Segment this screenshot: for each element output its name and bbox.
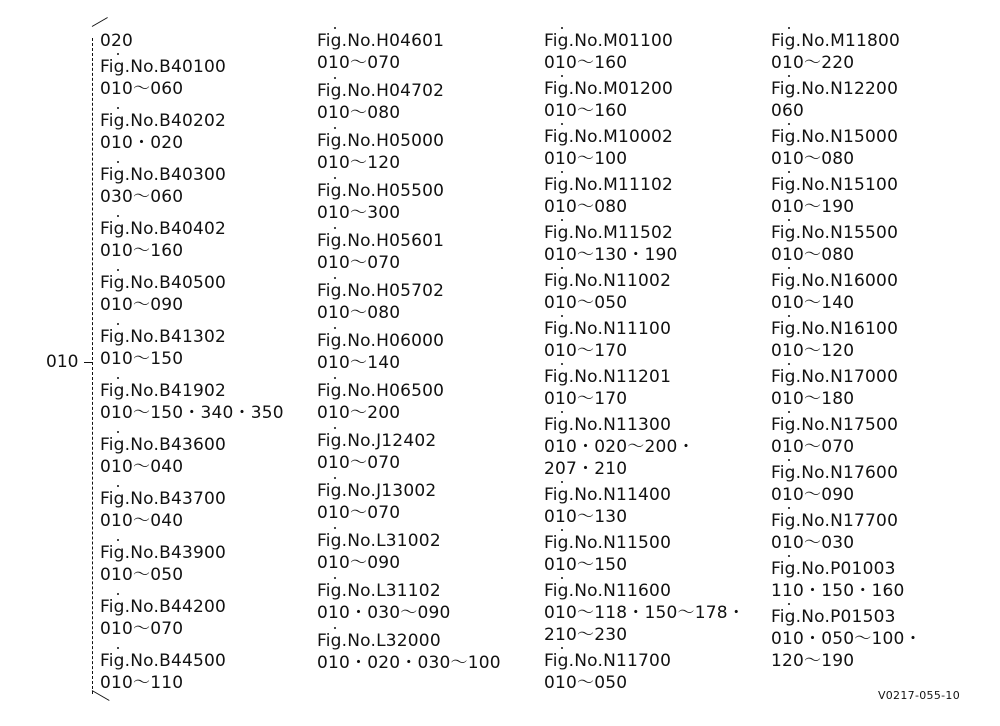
figure-entry (544, 532, 745, 576)
item-range: 010～050 (100, 565, 184, 585)
figure-entry (544, 484, 745, 528)
leader-dot (117, 215, 119, 217)
item-range: 010～130 (544, 507, 628, 527)
figure-entry (100, 596, 284, 640)
figure-number: Fig.No.B40500 (100, 273, 227, 293)
leader-dot (561, 647, 563, 649)
figure-number: Fig.No.B44500 (100, 651, 227, 671)
leader-dot (334, 377, 336, 379)
item-range: 010～160 (544, 101, 628, 121)
figure-entry (771, 30, 922, 74)
leader-dot (788, 363, 790, 365)
leader-dot (561, 529, 563, 531)
leader-dot (334, 27, 336, 29)
figure-entry (771, 606, 922, 672)
figure-entry (317, 230, 501, 274)
figure-entry (317, 330, 501, 374)
figure-entry (100, 218, 284, 262)
item-range: 010～080 (771, 245, 855, 265)
item-range: 210～230 (544, 625, 628, 645)
figure-number: Fig.No.N11201 (544, 367, 672, 387)
leader-dot (334, 177, 336, 179)
figure-number: Fig.No.N16000 (771, 271, 899, 291)
column-1 (100, 30, 284, 704)
leader-dot (334, 127, 336, 129)
figure-number: Fig.No.N11700 (544, 651, 672, 671)
figure-number: Fig.No.M10002 (544, 127, 674, 147)
figure-entry (544, 580, 745, 646)
item-range: 010～070 (317, 253, 401, 273)
figure-number: Fig.No.H05000 (317, 131, 445, 151)
leader-dot (788, 27, 790, 29)
leader-dot (334, 427, 336, 429)
drawing-code: V0217-055-10 (877, 689, 960, 702)
leader-dot (334, 327, 336, 329)
figure-number: Fig.No.N11400 (544, 485, 672, 505)
leader-dot (561, 75, 563, 77)
item-range: 010・020・030～100 (317, 653, 501, 673)
item-range: 010～160 (100, 241, 184, 261)
figure-number: Fig.No.L31002 (317, 531, 441, 551)
figure-entry (544, 366, 745, 410)
leader-dot (788, 123, 790, 125)
figure-entry (771, 78, 922, 122)
item-range: 010～070 (317, 53, 401, 73)
figure-number: Fig.No.B40300 (100, 165, 227, 185)
figure-number: Fig.No.H05601 (317, 231, 445, 251)
figure-entry (544, 174, 745, 218)
leader-dot (561, 219, 563, 221)
figure-entry (100, 110, 284, 154)
leader-dot (561, 363, 563, 365)
leader-dot (561, 481, 563, 483)
figure-number: Fig.No.N16100 (771, 319, 899, 339)
item-range: 060 (771, 101, 805, 121)
figure-entry (100, 326, 284, 370)
leader-dot (788, 219, 790, 221)
leader-dot (788, 459, 790, 461)
leader-dot (117, 161, 119, 163)
figure-entry (100, 650, 284, 694)
leader-dot (561, 171, 563, 173)
figure-number: Fig.No.H05500 (317, 181, 445, 201)
figure-number: Fig.No.H04702 (317, 81, 445, 101)
item-range: 010～070 (317, 453, 401, 473)
leader-dot (117, 431, 119, 433)
figure-entry (317, 180, 501, 224)
figure-number: Fig.No.N11300 (544, 415, 672, 435)
leader-dot (788, 411, 790, 413)
figure-entry (317, 380, 501, 424)
leader-dot (561, 411, 563, 413)
figure-entry (771, 414, 922, 458)
item-range: 010～090 (317, 553, 401, 573)
figure-entry (100, 380, 284, 424)
item-range: 010～190 (771, 197, 855, 217)
figure-number: Fig.No.P01503 (771, 607, 896, 627)
figure-entry (544, 78, 745, 122)
item-range: 030～060 (100, 187, 184, 207)
leader-dot (334, 627, 336, 629)
figure-entry (771, 366, 922, 410)
figure-number: Fig.No.B44200 (100, 597, 227, 617)
figure-entry (317, 580, 501, 624)
figure-entry (771, 126, 922, 170)
leader-dot (117, 107, 119, 109)
figure-number: Fig.No.N17500 (771, 415, 899, 435)
figure-entry (544, 318, 745, 362)
figure-entry (100, 164, 284, 208)
item-range: 010～160 (544, 53, 628, 73)
item-range: 010～140 (317, 353, 401, 373)
figure-number: Fig.No.M01200 (544, 79, 674, 99)
leader-dot (788, 267, 790, 269)
figure-number: Fig.No.N15000 (771, 127, 899, 147)
leader-dot (788, 555, 790, 557)
item-range: 010～220 (771, 53, 855, 73)
leader-dot (117, 53, 119, 55)
figure-number: Fig.No.L31102 (317, 581, 441, 601)
item-range: 010～040 (100, 511, 184, 531)
item-range: 010～060 (100, 79, 184, 99)
figure-number: Fig.No.B40402 (100, 219, 227, 239)
leader-dot (117, 647, 119, 649)
figure-entry (100, 56, 284, 100)
figure-entry (771, 510, 922, 554)
figure-number: Fig.No.P01003 (771, 559, 896, 579)
item-range: 010・020 (100, 133, 184, 153)
figure-number: Fig.No.N15500 (771, 223, 899, 243)
item-range: 010～120 (317, 153, 401, 173)
figure-number: Fig.No.N17000 (771, 367, 899, 387)
figure-number: Fig.No.J13002 (317, 481, 437, 501)
item-range: 010～050 (544, 673, 628, 693)
figure-entry (317, 80, 501, 124)
figure-number: Fig.No.H05702 (317, 281, 445, 301)
item-range: 010～300 (317, 203, 401, 223)
item-range: 010～170 (544, 389, 628, 409)
leader-dot (117, 323, 119, 325)
leader-dot (788, 507, 790, 509)
figure-number: Fig.No.J12402 (317, 431, 437, 451)
figure-entry (317, 480, 501, 524)
item-range: 010～100 (544, 149, 628, 169)
figure-entry (100, 272, 284, 316)
column-3 (544, 30, 745, 698)
figure-entry (771, 222, 922, 266)
item-range: 010・050～100・ (771, 629, 922, 649)
leader-dot (334, 227, 336, 229)
item-range: 010～150 (544, 555, 628, 575)
item-range: 010～090 (771, 485, 855, 505)
item-range: 010～110 (100, 673, 184, 693)
leader-dot (117, 269, 119, 271)
figure-entry (317, 630, 501, 674)
figure-number: Fig.No.N12200 (771, 79, 899, 99)
figure-entry (100, 434, 284, 478)
item-range: 010～070 (771, 437, 855, 457)
figure-number: Fig.No.M11502 (544, 223, 674, 243)
leader-dot (334, 477, 336, 479)
figure-number: Fig.No.N11600 (544, 581, 672, 601)
figure-entry (317, 130, 501, 174)
item-range: 010～180 (771, 389, 855, 409)
item-range: 120～190 (771, 651, 855, 671)
figure-number: Fig.No.H06000 (317, 331, 445, 351)
figure-number: Fig.No.H04601 (317, 31, 445, 51)
column-4 (771, 30, 922, 676)
item-range: 010～050 (544, 293, 628, 313)
item-range: 010～150 (100, 349, 184, 369)
leader-dot (561, 267, 563, 269)
figure-entry (544, 270, 745, 314)
leader-dot (561, 123, 563, 125)
leader-dot (117, 485, 119, 487)
figure-entry (317, 280, 501, 324)
bracket-dashed-line (92, 38, 93, 694)
bracket-label: 010 (46, 352, 79, 372)
figure-entry (544, 126, 745, 170)
item-range: 010～040 (100, 457, 184, 477)
figure-entry (544, 650, 745, 694)
item-range: 010～080 (317, 103, 401, 123)
item-range: 010～150・340・350 (100, 403, 284, 423)
figure-number: Fig.No.H06500 (317, 381, 445, 401)
figure-number: Fig.No.N17700 (771, 511, 899, 531)
item-range: 010～080 (317, 303, 401, 323)
figure-number: Fig.No.B41902 (100, 381, 227, 401)
figure-entry (100, 542, 284, 586)
figure-entry (544, 222, 745, 266)
leader-dot (334, 577, 336, 579)
column-1-top-code: 020 (100, 31, 134, 51)
figure-number: Fig.No.B43900 (100, 543, 227, 563)
figure-number: Fig.No.B41302 (100, 327, 227, 347)
item-range: 010～130・190 (544, 245, 678, 265)
figure-number: Fig.No.N11500 (544, 533, 672, 553)
figure-entry (771, 270, 922, 314)
bracket-tick (84, 362, 93, 363)
item-range: 110・150・160 (771, 581, 905, 601)
item-range: 010～140 (771, 293, 855, 313)
leader-dot (117, 539, 119, 541)
bracket-top-stroke (92, 17, 108, 27)
figure-entry (771, 318, 922, 362)
figure-number: Fig.No.B40100 (100, 57, 227, 77)
item-range: 010～118・150～178・ (544, 603, 745, 623)
item-range: 207・210 (544, 459, 628, 479)
figure-entry (544, 414, 745, 480)
figure-entry (771, 558, 922, 602)
figure-entry (544, 30, 745, 74)
figure-entry (317, 430, 501, 474)
item-range: 010～080 (771, 149, 855, 169)
figure-entry (100, 488, 284, 532)
leader-dot (117, 593, 119, 595)
leader-dot (334, 77, 336, 79)
figure-number: Fig.No.B43700 (100, 489, 227, 509)
item-range: 010～200 (317, 403, 401, 423)
item-range: 010～070 (100, 619, 184, 639)
figure-number: Fig.No.B40202 (100, 111, 227, 131)
item-range: 010・030～090 (317, 603, 451, 623)
item-range: 010～030 (771, 533, 855, 553)
item-range: 010・020～200・ (544, 437, 695, 457)
figure-number: Fig.No.B43600 (100, 435, 227, 455)
item-range: 010～120 (771, 341, 855, 361)
leader-dot (788, 171, 790, 173)
figure-number: Fig.No.N17600 (771, 463, 899, 483)
figure-number: Fig.No.L32000 (317, 631, 441, 651)
figure-entry (317, 530, 501, 574)
figure-number: Fig.No.M11800 (771, 31, 901, 51)
item-range: 010～070 (317, 503, 401, 523)
item-range: 010～090 (100, 295, 184, 315)
leader-dot (334, 527, 336, 529)
leader-dot (561, 27, 563, 29)
figure-number: Fig.No.M01100 (544, 31, 674, 51)
leader-dot (561, 315, 563, 317)
item-range: 010～080 (544, 197, 628, 217)
leader-dot (117, 377, 119, 379)
figure-number: Fig.No.N11002 (544, 271, 672, 291)
figure-entry (317, 30, 501, 74)
figure-number: Fig.No.M11102 (544, 175, 674, 195)
leader-dot (788, 315, 790, 317)
figure-entry (771, 462, 922, 506)
leader-dot (561, 577, 563, 579)
column-2 (317, 30, 501, 680)
figure-number: Fig.No.N15100 (771, 175, 899, 195)
leader-dot (788, 603, 790, 605)
leader-dot (788, 75, 790, 77)
figure-entry (771, 174, 922, 218)
leader-dot (334, 277, 336, 279)
figure-number: Fig.No.N11100 (544, 319, 672, 339)
item-range: 010～170 (544, 341, 628, 361)
